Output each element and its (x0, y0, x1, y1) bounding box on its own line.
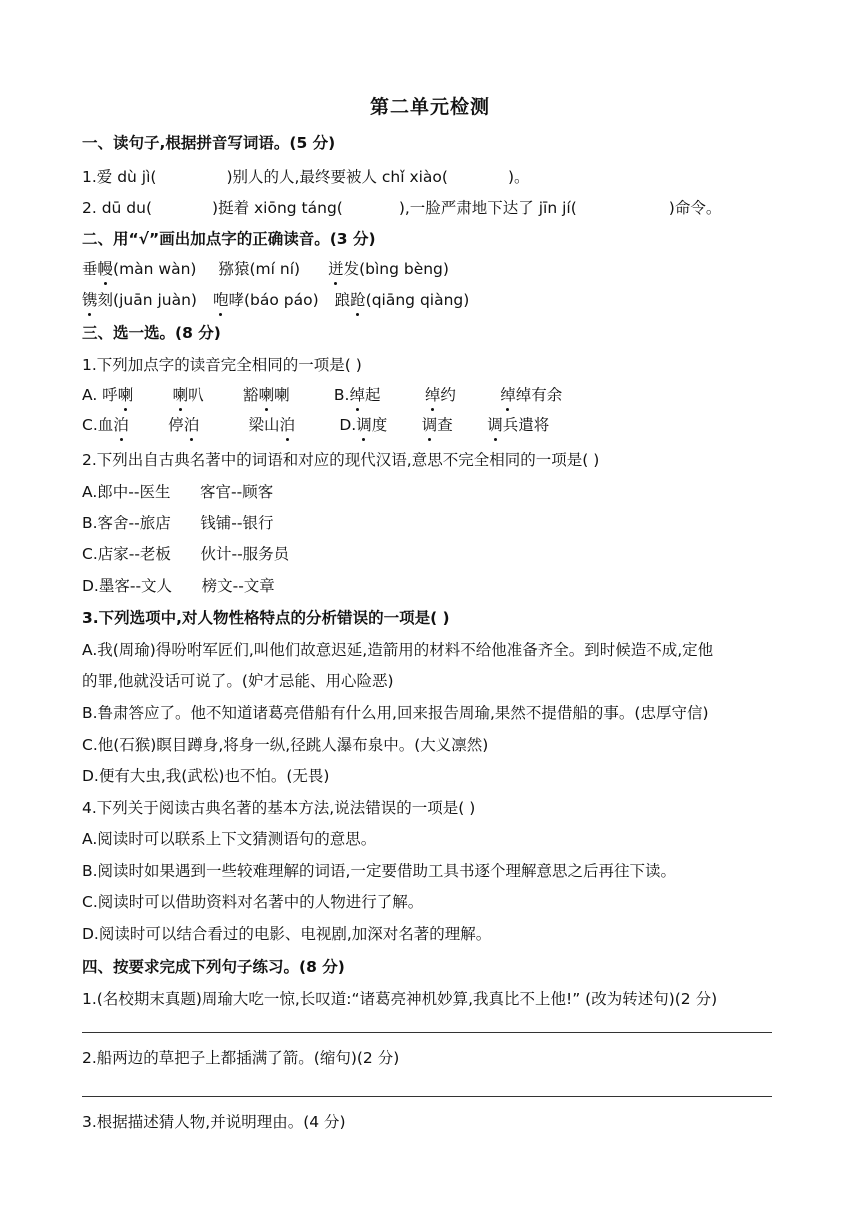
s3-q3-option-a-line1: A.我(周瑜)得吩咐军匠们,叫他们故意迟延,造箭用的材料不给他准备齐全。到时候造不成,定他 (82, 641, 714, 659)
s1-question-2: 2. dū du( )挺着 xiōng táng( ),一脸严肃地下达了 jīn jí( )命令。 (82, 199, 722, 217)
section-4-heading: 四、按要求完成下列句子练习。(8 分) (82, 958, 345, 976)
s3-q1-options-cd: C.血泊 停泊 梁山泊 D.调度 调查 调兵遣将 (82, 416, 550, 434)
s3-q1-stem: 1.下列加点字的读音完全相同的一项是( ) (82, 356, 362, 374)
s3-q4-option-b: B.阅读时如果遇到一些较难理解的词语,一定要借助工具书逐个理解意思之后再往下读。 (82, 862, 676, 880)
dotted-char: 喇 (117, 386, 134, 404)
s3-q2-option-b: B.客舍--旅店 钱铺--银行 (82, 514, 274, 532)
answer-line[interactable] (82, 1096, 772, 1097)
s3-q3-option-a-line2: 的罪,他就没话可说了。(妒才忌能、用心险恶) (82, 672, 394, 690)
s4-question-3: 3.根据描述猜人物,并说明理由。(4 分) (82, 1113, 346, 1131)
s1-question-1: 1.爱 dù jì( )别人的人,最终要被人 chǐ xiào( )。 (82, 168, 530, 186)
dotted-char: 绰 (349, 386, 365, 404)
dotted-char: 泊 (279, 416, 295, 434)
s3-q3-option-b: B.鲁肃答应了。他不知道诸葛亮借船有什么用,回来报告周瑜,果然不提借船的事。(忠厚守信) (82, 704, 709, 722)
dotted-char: 调 (421, 416, 438, 434)
section-1-heading: 一、读句子,根据拼音写词语。(5 分) (82, 134, 336, 152)
s3-q2-option-d: D.墨客--文人 榜文--文章 (82, 577, 275, 595)
s4-question-2: 2.船两边的草把子上都插满了箭。(缩句)(2 分) (82, 1049, 400, 1067)
s2-row-1: 垂幔(màn wàn) 猕猿(mí ní) 迸发(bìng bèng) (82, 260, 449, 278)
s3-q4-option-c: C.阅读时可以借助资料对名著中的人物进行了解。 (82, 893, 424, 911)
page-title: 第二单元检测 (369, 96, 490, 118)
dotted-char: 绰 (500, 386, 516, 404)
s3-q2-option-c: C.店家--老板 伙计--服务员 (82, 545, 290, 563)
s3-q2-stem: 2.下列出自古典名著中的词语和对应的现代汉语,意思不完全相同的一项是( ) (82, 451, 600, 469)
dotted-char: 绰 (424, 386, 441, 404)
dotted-char: 咆 (212, 291, 229, 309)
section-2-heading: 二、用“√”画出加点字的正确读音。(3 分) (82, 230, 376, 248)
dotted-char: 调 (487, 416, 503, 434)
dotted-char: 喇 (258, 386, 275, 404)
answer-line[interactable] (82, 1032, 772, 1033)
s3-q4-option-d: D.阅读时可以结合看过的电影、电视剧,加深对名著的理解。 (82, 925, 492, 943)
dotted-char: 泊 (113, 416, 129, 434)
dotted-char: 调 (356, 416, 372, 434)
s3-q3-option-c: C.他(石猴)瞑目蹲身,将身一纵,径跳人瀑布泉中。(大义凛然) (82, 736, 489, 754)
s3-q3-stem: 3.下列选项中,对人物性格特点的分析错误的一项是( ) (82, 609, 450, 627)
section-3-heading: 三、选一选。(8 分) (82, 324, 221, 342)
s3-q3-option-d: D.便有大虫,我(武松)也不怕。(无畏) (82, 767, 330, 785)
s3-q4-stem: 4.下列关于阅读古典名著的基本方法,说法错误的一项是( ) (82, 799, 476, 817)
dotted-char: 跄 (350, 291, 366, 309)
dotted-char: 喇 (172, 386, 189, 404)
s3-q2-option-a: A.郎中--医生 客官--顾客 (82, 483, 274, 501)
s4-question-1: 1.(名校期末真题)周瑜大吃一惊,长叹道:“诸葛亮神机妙算,我真比不上他!” (改为转述句)(2 分) (82, 990, 718, 1008)
s3-q1-options-ab: A. 呼喇 喇叭 豁喇喇 B.绰起 绰约 绰绰有余 (82, 386, 563, 404)
s3-q4-option-a: A.阅读时可以联系上下文猜测语句的意思。 (82, 830, 377, 848)
dotted-char: 迸 (328, 260, 344, 278)
dotted-char: 泊 (183, 416, 200, 434)
dotted-char: 幔 (97, 260, 114, 278)
s2-row-2: 镌刻(juān juàn) 咆哮(báo páo) 踉跄(qiāng qiàng) (82, 291, 470, 309)
dotted-char: 镌 (82, 291, 98, 309)
